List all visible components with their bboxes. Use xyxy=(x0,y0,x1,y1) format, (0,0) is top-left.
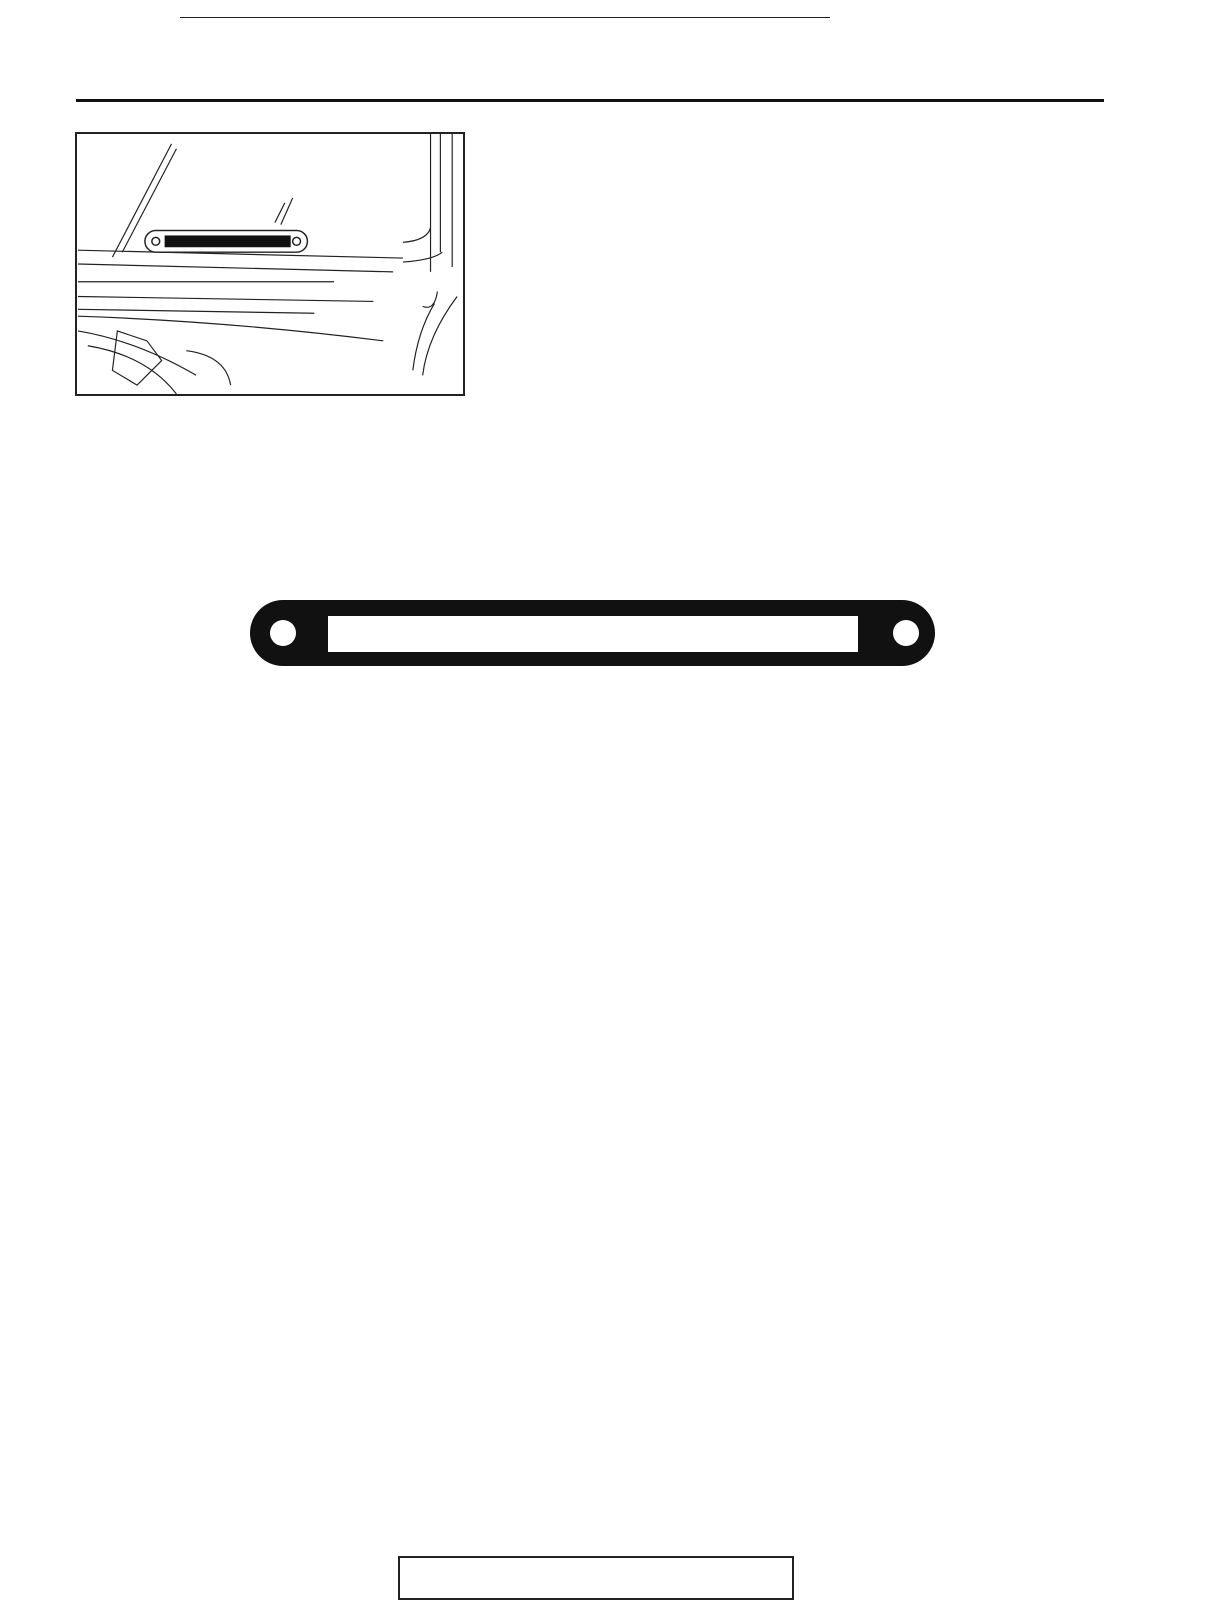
code-chart-title xyxy=(512,414,514,446)
plate-window xyxy=(328,616,858,652)
instrument-panel-drawing xyxy=(77,134,463,394)
vin-plate-diagram xyxy=(70,590,1130,780)
plate-rivet-left xyxy=(270,620,296,646)
footer-box xyxy=(398,1556,794,1600)
plate-rivet-right xyxy=(893,620,919,646)
vin-location-figure xyxy=(75,132,465,396)
header-rule xyxy=(76,99,1104,102)
vin-location-title xyxy=(512,168,514,200)
top-rule xyxy=(180,17,830,18)
